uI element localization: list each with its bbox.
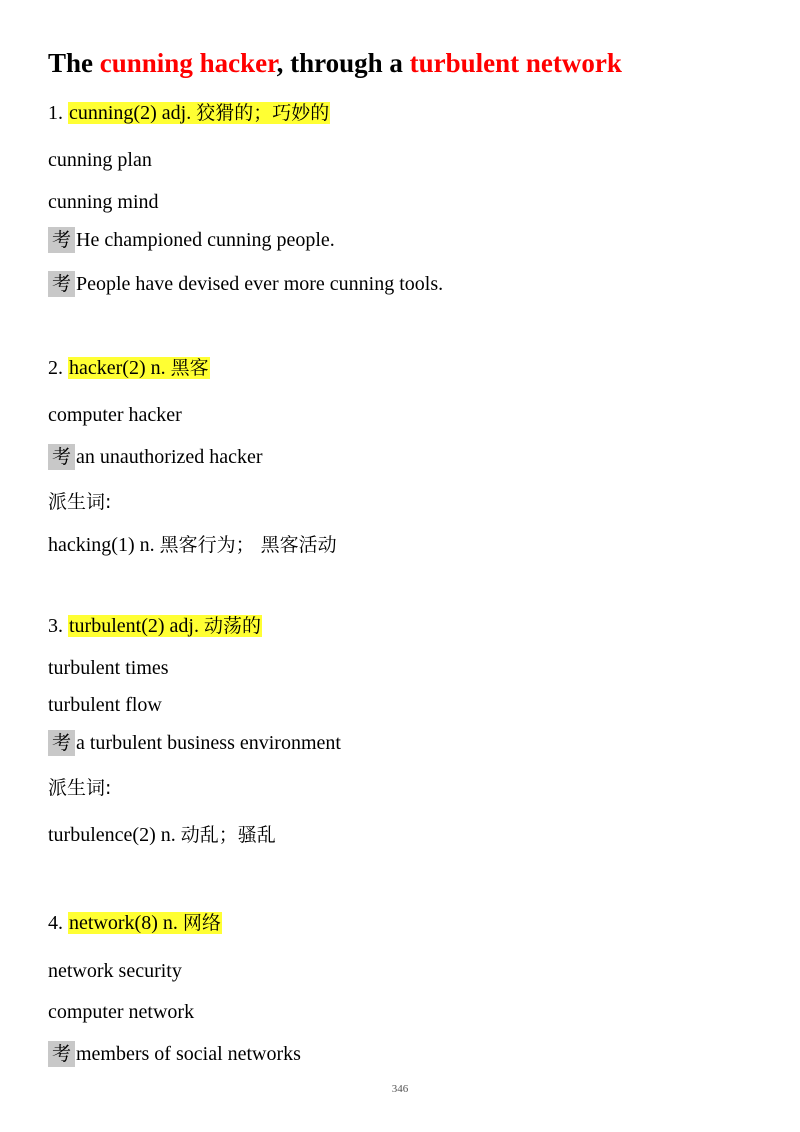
phrase: turbulent times: [48, 657, 169, 679]
example-line: [48, 1041, 301, 1067]
derived-meaning: 动乱；骚乱: [180, 824, 276, 846]
exam-mark: 考: [48, 1041, 75, 1067]
derived-word: hacking(1) n.: [48, 534, 160, 556]
meaning: 狡猾的；巧妙的: [196, 102, 330, 124]
phrase: computer network: [48, 1001, 195, 1023]
title-part-4: turbulent network: [409, 48, 622, 78]
title-part-1: The: [48, 48, 100, 78]
title-part-3: , through a: [276, 48, 410, 78]
exam-mark: 考: [48, 444, 75, 470]
headword: cunning(2) adj.: [69, 102, 197, 124]
headword: hacker(2) n.: [69, 357, 171, 379]
phrase: turbulent flow: [48, 694, 162, 716]
derived-label: 派生词:: [48, 491, 112, 513]
meaning: 动荡的: [203, 615, 261, 637]
derived-word: turbulence(2) n.: [48, 824, 181, 846]
headword-highlight: [68, 102, 330, 124]
section-3-heading: [48, 613, 262, 639]
section-2-heading: [48, 355, 210, 381]
headword-highlight: [68, 357, 210, 379]
page-number: 346: [391, 1083, 409, 1095]
derived-label: 派生词:: [48, 777, 112, 799]
headword-highlight: [68, 615, 262, 637]
derived-entry: [48, 532, 337, 558]
example: People have devised ever more cunning tools.: [76, 273, 444, 295]
headword-highlight: [68, 912, 222, 934]
section-number: 2.: [48, 357, 68, 379]
section-1-heading: [48, 100, 330, 126]
meaning: 黑客: [170, 357, 209, 379]
exam-mark: 考: [48, 271, 75, 297]
example: a turbulent business environment: [76, 732, 341, 754]
phrase: cunning plan: [48, 149, 152, 171]
section-number: 4.: [48, 912, 68, 934]
example: members of social networks: [76, 1043, 301, 1065]
example: He championed cunning people.: [76, 229, 335, 251]
title-part-2: cunning hacker: [99, 48, 277, 78]
exam-mark: 考: [48, 227, 75, 253]
section-4-heading: [48, 910, 222, 936]
meaning: 网络: [182, 912, 221, 934]
headword: turbulent(2) adj.: [69, 615, 204, 637]
exam-mark: 考: [48, 730, 75, 756]
section-number: 1.: [48, 102, 68, 124]
derived-entry: [48, 822, 276, 848]
headword: network(8) n.: [69, 912, 183, 934]
example-line: [48, 271, 443, 297]
example-line: [48, 444, 263, 470]
phrase: network security: [48, 960, 182, 982]
example-line: [48, 227, 335, 253]
phrase: computer hacker: [48, 404, 182, 426]
example-line: [48, 730, 341, 756]
derived-meaning: 黑客行为； 黑客活动: [159, 534, 337, 556]
phrase: cunning mind: [48, 191, 159, 213]
section-number: 3.: [48, 615, 68, 637]
page-title: [48, 48, 622, 79]
example: an unauthorized hacker: [76, 446, 263, 468]
